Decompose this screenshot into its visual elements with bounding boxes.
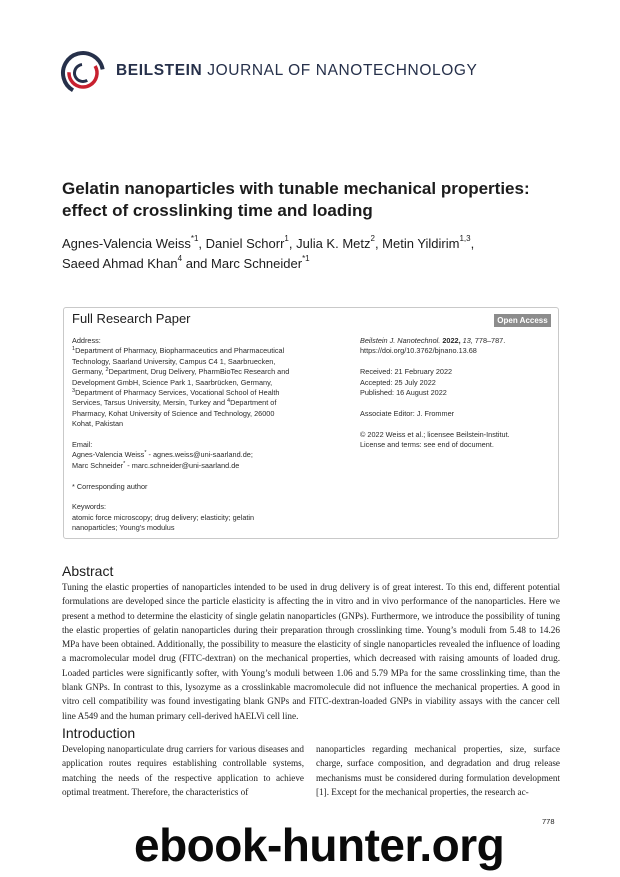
keywords-text: atomic force microscopy; drug delivery; elasticity; gelatin nanoparticles; Young’s modulus (72, 512, 255, 533)
keywords-label: Keywords: (72, 502, 107, 512)
article-type-label: Full Research Paper (72, 311, 191, 326)
corresponding-note: * Corresponding author (72, 481, 148, 491)
published-date: Published: 16 August 2022 (360, 388, 447, 398)
address-label: Address: (72, 336, 101, 345)
introduction-right-column: nanoparticles regarding mechanical properties, size, surface charge, surface composition, and degradation and drug release mechanisms must be considered during formulation development [1]. Except for the mechanical properties, the research ac- (316, 744, 560, 797)
publication-column (360, 336, 550, 450)
license-link[interactable]: License and terms: see end of document. (360, 440, 494, 450)
abstract-text: Tuning the elastic properties of nanoparticles intended to be used in drug delivery is of great interest. To this end, different potential formulations are developed since the particle elasticity is affecting the in vitro and in vivo performance of the nanoparticles. Here we present a method to determine the elasticity of single gelatin nanoparticles (GNPs). Furthermore, we introduce the possibility of tuning the elastic properties of gelatin nanoparticles during their preparation through crosslinking time. Young’s moduli from 5.48 to 14.26 MPa have been obtained. Additionally, the possibility to measure the elasticity of single nanoparticles revealed the influence of loading a macromolecular model drug (FITC-dextran) on the mechanical properties, which decreased with raising amounts of loaded drug. Loaded particles were significantly softer, with Young’s moduli between 1.06 and 5.79 MPa for the same crosslinking time, than the blank GNPs. In contrast to this, lysozyme as a crosslinkable macromolecule did not influence the mechanical properties. A good in vitro cell compatibility was found investigating blank GNPs and FITC-dextran-loaded GNPs in viability assays with the cancer cell line A549 and the human primary cell-derived hAELVi cell line. (62, 582, 560, 721)
journal-name: BEILSTEIN JOURNAL OF NANOTECHNOLOGY (116, 62, 478, 79)
email-link-weiss[interactable]: Agnes-Valencia Weiss* - agnes.weiss@uni-saarland.de; (72, 450, 253, 460)
accepted-date: Accepted: 25 July 2022 (360, 377, 436, 387)
introduction-heading: Introduction (62, 725, 136, 741)
email-link-schneider[interactable]: Marc Schneider* - marc.schneider@uni-saarland.de (72, 460, 240, 470)
article-info-box (63, 307, 559, 539)
abstract-heading: Abstract (62, 563, 114, 579)
email-label: Email: (72, 440, 93, 450)
copyright-line: © 2022 Weiss et al.; licensee Beilstein-Institut. (360, 429, 510, 439)
watermark: ebook-hunter.org (134, 819, 505, 871)
citation: Beilstein J. Nanotechnol. 2022, 13, 778–787. (360, 336, 506, 345)
author-list: Agnes-Valencia Weiss$^{*1}$, Daniel Schorr$^1$, Julia K. Metz$^2$, Metin Yildirim$^{1,3}$, Saeed Ahmad Khan$^4$ and Marc Schneider$^{*1}$ (62, 234, 475, 271)
associate-editor: Associate Editor: J. Frommer (360, 408, 455, 418)
received-date: Received: 21 February 2022 (360, 367, 453, 377)
open-access-badge: Open Access (494, 314, 551, 327)
introduction-left-column: Developing nanoparticulate drug carriers for various diseases and application routes requires establishing controllable systems, matching the needs of the respective application to achieve optimal treatment. Therefore, the characteristics of (62, 744, 304, 797)
page-number: 778 (542, 817, 555, 826)
beilstein-logo-icon (60, 50, 106, 96)
doi-link[interactable]: https://doi.org/10.3762/bjnano.13.68 (360, 346, 477, 356)
article-title: Gelatin nanoparticles with tunable mechanical properties: effect of crosslinking time and loading (62, 179, 530, 220)
affiliation-column (72, 336, 292, 534)
address-text: $^1$Department of Pharmacy, Biopharmaceutics and Pharmaceutical Technology, Saarland University, Campus C4 1, Saarbruecken, Germany, $^2$Department, Drug Delivery, PharmBioTec Research and Development GmbH, Science Park 1, Saarbrücken, Germany, $^3$Department of Pharmacy Services, Vocational School of Health Services, Tarsus University, Mersin, Turkey and $^4$Department of Pharmacy, Kohat University of Science and Technology, 26000 Kohat, Pakistan (72, 346, 290, 429)
